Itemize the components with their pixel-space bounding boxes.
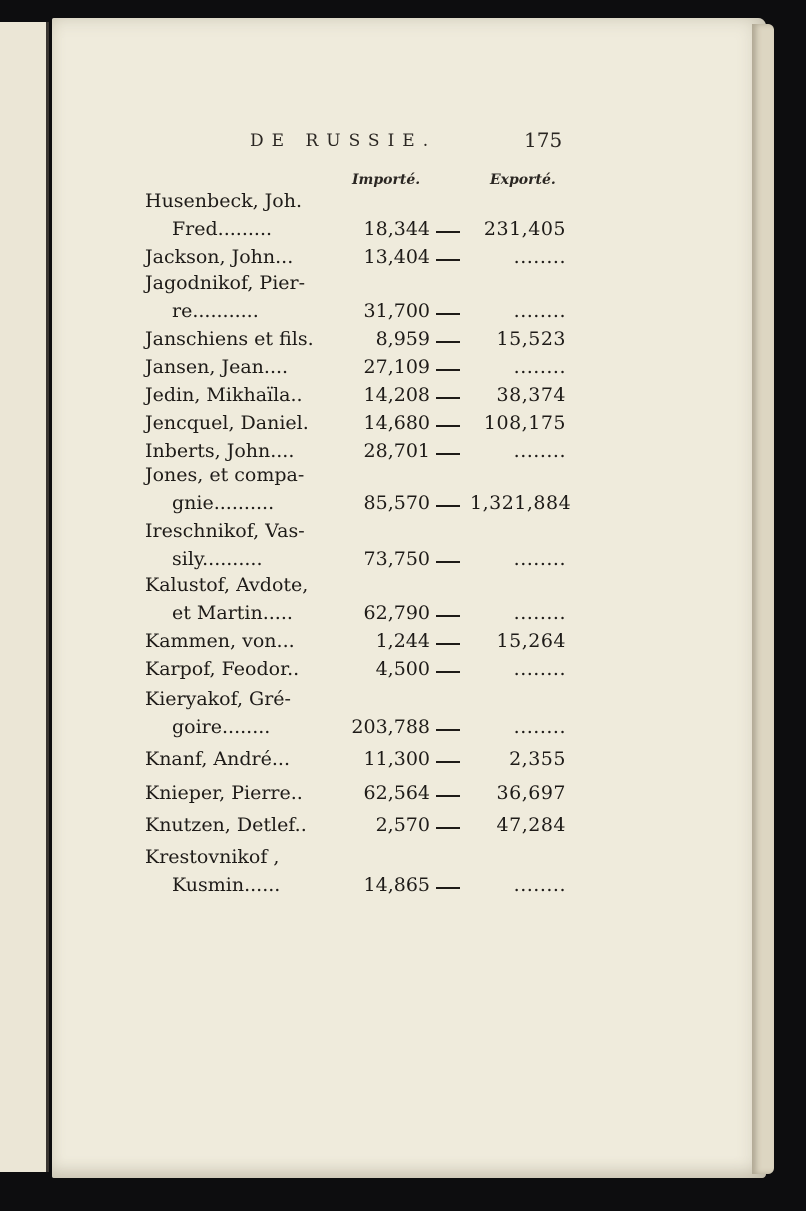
exported-value: ........ bbox=[513, 548, 566, 570]
exported-value: 231,405 bbox=[483, 218, 566, 240]
entry-name: goire........ bbox=[172, 716, 271, 738]
entry-name: Jackson, John... bbox=[145, 246, 294, 268]
em-dash-separator bbox=[436, 761, 460, 763]
column-header-imported: Importé. bbox=[352, 172, 421, 188]
entry-name: Fred......... bbox=[172, 218, 273, 240]
entry-name: Inberts, John.... bbox=[145, 440, 295, 462]
exported-value: 47,284 bbox=[496, 814, 566, 836]
imported-value: 18,344 bbox=[363, 218, 430, 240]
exported-value: ........ bbox=[513, 246, 566, 268]
em-dash-separator bbox=[436, 643, 460, 645]
exported-value: 15,264 bbox=[496, 630, 566, 652]
exported-value: ........ bbox=[513, 658, 566, 680]
exported-value: ........ bbox=[513, 716, 566, 738]
entry-name: Knutzen, Detlef.. bbox=[145, 814, 307, 836]
entry-name: Janschiens et fils. bbox=[145, 328, 314, 350]
em-dash-separator bbox=[436, 259, 460, 261]
exported-value: 36,697 bbox=[496, 782, 566, 804]
entry-name: Jansen, Jean.... bbox=[145, 356, 289, 378]
entry-name-line1: Krestovnikof , bbox=[145, 846, 280, 868]
imported-value: 1,244 bbox=[375, 630, 430, 652]
imported-value: 14,208 bbox=[363, 384, 430, 406]
page-number: 175 bbox=[524, 128, 563, 152]
entry-name: Jedin, Mikhaïla.. bbox=[145, 384, 303, 406]
entry-name-line1: Ireschnikof, Vas- bbox=[145, 520, 305, 542]
em-dash-separator bbox=[436, 729, 460, 731]
exported-value: ........ bbox=[513, 602, 566, 624]
entry-name-line1: Husenbeck, Joh. bbox=[145, 190, 303, 212]
imported-value: 73,750 bbox=[363, 548, 430, 570]
imported-value: 14,680 bbox=[363, 412, 430, 434]
em-dash-separator bbox=[436, 795, 460, 797]
em-dash-separator bbox=[436, 231, 460, 233]
em-dash-separator bbox=[436, 397, 460, 399]
em-dash-separator bbox=[436, 341, 460, 343]
entry-name: Jencquel, Daniel. bbox=[145, 412, 309, 434]
exported-value: ........ bbox=[513, 440, 566, 462]
exported-value: 1,321,884 bbox=[470, 492, 572, 514]
page-fore-edge bbox=[752, 24, 774, 1174]
column-header-exported: Exporté. bbox=[490, 172, 556, 188]
exported-value: 108,175 bbox=[483, 412, 566, 434]
imported-value: 31,700 bbox=[363, 300, 430, 322]
imported-value: 11,300 bbox=[363, 748, 430, 770]
entry-name: Knieper, Pierre.. bbox=[145, 782, 303, 804]
entry-name: re........... bbox=[172, 300, 259, 322]
em-dash-separator bbox=[436, 313, 460, 315]
imported-value: 13,404 bbox=[363, 246, 430, 268]
em-dash-separator bbox=[436, 615, 460, 617]
em-dash-separator bbox=[436, 671, 460, 673]
imported-value: 8,959 bbox=[375, 328, 430, 350]
imported-value: 28,701 bbox=[363, 440, 430, 462]
entry-name-line1: Jagodnikof, Pier- bbox=[145, 272, 306, 294]
facing-page-edge bbox=[0, 22, 49, 1172]
entry-name: Karpof, Feodor.. bbox=[145, 658, 300, 680]
entry-name-line1: Jones, et compa- bbox=[145, 464, 305, 486]
em-dash-separator bbox=[436, 425, 460, 427]
entry-name: Kusmin...... bbox=[172, 874, 281, 896]
exported-value: 2,355 bbox=[509, 748, 566, 770]
imported-value: 14,865 bbox=[363, 874, 430, 896]
exported-value: ........ bbox=[513, 356, 566, 378]
entry-name: gnie.......... bbox=[172, 492, 275, 514]
imported-value: 4,500 bbox=[375, 658, 430, 680]
em-dash-separator bbox=[436, 827, 460, 829]
imported-value: 85,570 bbox=[363, 492, 430, 514]
em-dash-separator bbox=[436, 453, 460, 455]
entry-name: Kammen, von... bbox=[145, 630, 295, 652]
exported-value: 15,523 bbox=[496, 328, 566, 350]
exported-value: ........ bbox=[513, 300, 566, 322]
imported-value: 2,570 bbox=[375, 814, 430, 836]
running-header: DE RUSSIE. bbox=[250, 131, 437, 151]
entry-name-line1: Kalustof, Avdote, bbox=[145, 574, 309, 596]
em-dash-separator bbox=[436, 505, 460, 507]
em-dash-separator bbox=[436, 561, 460, 563]
imported-value: 203,788 bbox=[351, 716, 430, 738]
em-dash-separator bbox=[436, 887, 460, 889]
entry-name: sily.......... bbox=[172, 548, 263, 570]
entry-name: Knanf, André... bbox=[145, 748, 290, 770]
exported-value: ........ bbox=[513, 874, 566, 896]
exported-value: 38,374 bbox=[496, 384, 566, 406]
entry-name-line1: Kieryakof, Gré- bbox=[145, 688, 291, 710]
entry-name: et Martin..... bbox=[172, 602, 293, 624]
imported-value: 27,109 bbox=[363, 356, 430, 378]
imported-value: 62,564 bbox=[363, 782, 430, 804]
imported-value: 62,790 bbox=[363, 602, 430, 624]
em-dash-separator bbox=[436, 369, 460, 371]
